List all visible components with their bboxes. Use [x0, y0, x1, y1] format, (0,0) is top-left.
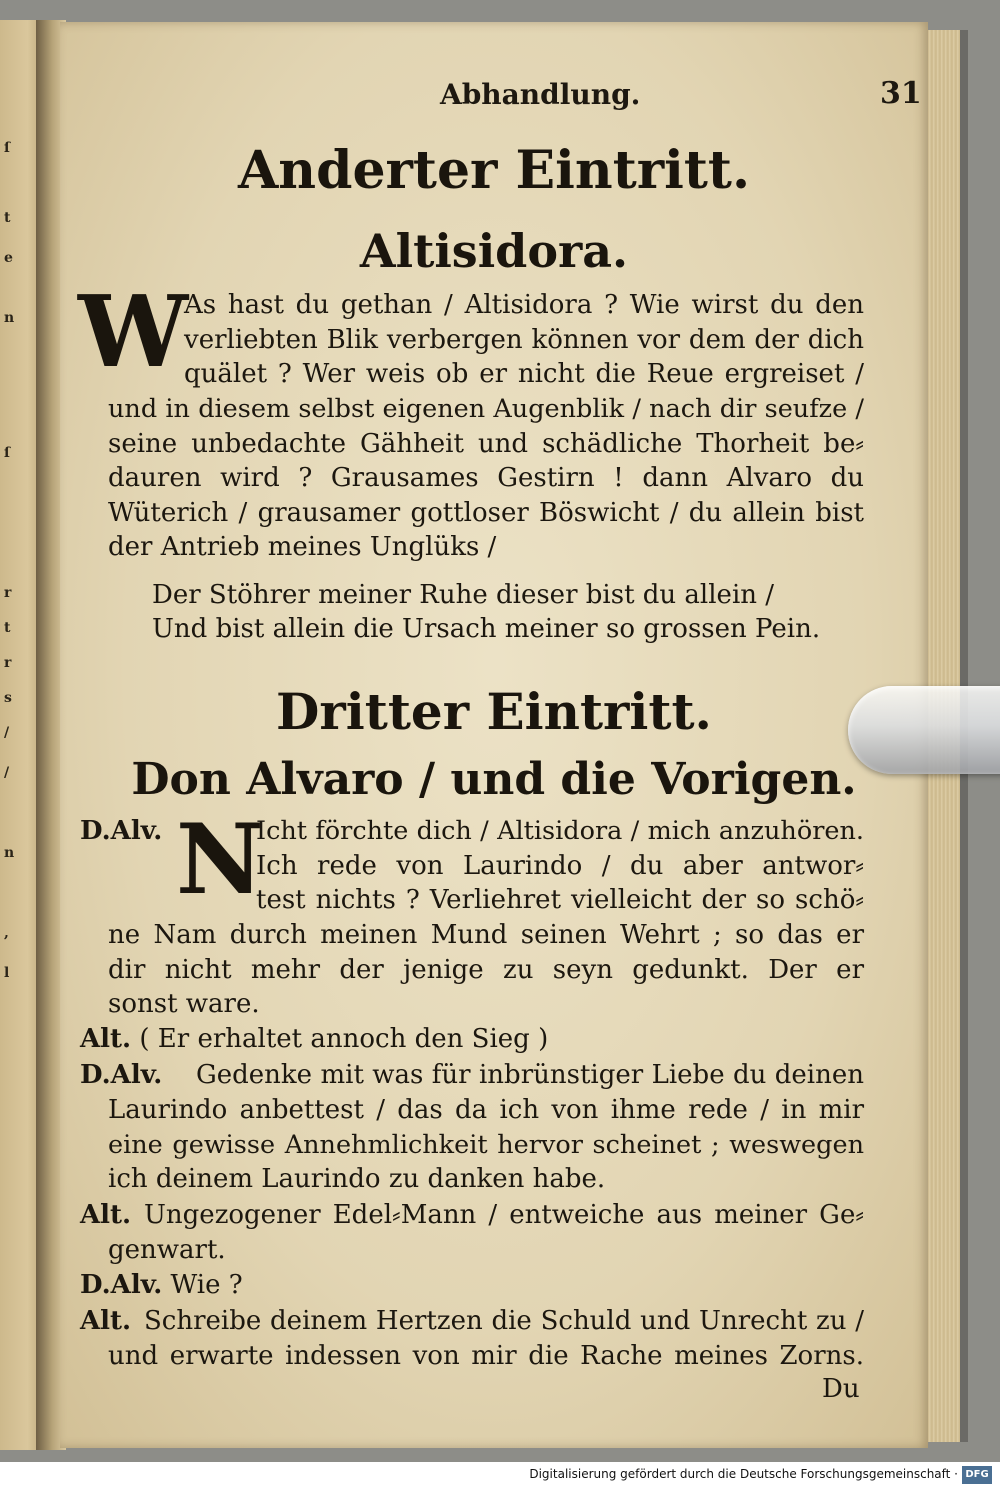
text-line: ne Nam durch meinen Mund seinen Wehrt ; so das er — [108, 920, 864, 950]
text-line: dir nicht mehr der jenige zu seyn gedunkt. Der er — [108, 954, 864, 985]
text-line: und erwarte indessen von mir die Rache meines Zorns. — [108, 1341, 864, 1371]
character-heading: Don Alvaro / und die Vorigen. — [131, 754, 857, 805]
margin-mark: ſ — [4, 445, 11, 461]
text-line: dauren wird ? Grausames Gestirn ! dann Alvaro du — [108, 463, 864, 494]
speech-continued — [108, 918, 864, 1022]
text-line: sonst ware. — [108, 989, 260, 1020]
text-line: Ich rede von Laurindo / du aber antwor⸗ — [256, 850, 864, 881]
margin-mark: ſ — [4, 140, 11, 156]
paragraph-opening — [184, 288, 864, 392]
margin-mark: n — [4, 845, 15, 861]
funding-credit: Digitalisierung gefördert durch die Deutsche Forschungsgemeinschaft · — [529, 1467, 958, 1481]
page-clip — [848, 686, 1000, 774]
margin-mark: / — [4, 725, 10, 741]
margin-mark: n — [4, 310, 15, 326]
margin-mark: t — [4, 210, 11, 226]
speech — [80, 1022, 548, 1057]
verse-line: Der Stöhrer meiner Ruhe dieser bist du allein / — [152, 580, 775, 610]
running-head: Abhandlung. — [440, 78, 641, 111]
dropcap: W — [78, 275, 189, 390]
margin-mark: e — [4, 250, 13, 266]
scene-heading: Dritter Eintritt. — [276, 682, 712, 741]
verse-block — [152, 578, 820, 646]
text-line: Ungezogener Edel⸗Mann / entweiche aus meiner Ge⸗ — [144, 1200, 864, 1230]
stage-direction: ( Er erhaltet annoch den Sieg ) — [139, 1024, 549, 1054]
text-line: Laurindo anbettest / das da ich von ihme rede / in mir — [108, 1095, 864, 1125]
margin-mark: s — [4, 690, 12, 706]
text-line: seine unbedachte Gähheit und schädliche Thorheit be⸗ — [108, 428, 864, 459]
margin-mark: r — [4, 585, 12, 601]
text-line: Wie ? — [170, 1270, 243, 1300]
margin-mark: / — [4, 765, 10, 781]
catchword: Du — [822, 1374, 860, 1404]
paragraph-continued — [108, 392, 864, 565]
right-page — [60, 22, 928, 1448]
text-line: genwart. — [108, 1235, 226, 1265]
dfg-logo: DFG — [962, 1466, 992, 1484]
text-line: verliebten Blik verbergen können vor dem der dich — [184, 324, 864, 355]
text-line: As hast du gethan / Altisidora ? Wie wirst du den — [184, 290, 864, 320]
speech-opening — [144, 1304, 864, 1339]
text-line: quälet ? Wer weis ob er nicht die Reue ergreiset / — [184, 359, 864, 390]
speech-continued — [108, 1233, 864, 1268]
speaker-label: D.Alv. — [80, 816, 163, 846]
speaker-label: Alt. — [80, 1024, 132, 1054]
text-line: ich deinem Laurindo zu danken habe. — [108, 1164, 606, 1195]
margin-mark: l — [4, 965, 10, 981]
text-line: Wüterich / grausamer gottloser Böswicht / du allein bist — [108, 497, 864, 528]
text-line: Gedenke mit was für inbrünstiger Liebe du deinen — [196, 1060, 864, 1090]
speech-opening — [196, 1058, 864, 1093]
text-line: und in diesem selbst eigenen Augenblik / nach dir seufze / — [108, 394, 864, 424]
speaker-label: Alt. — [80, 1306, 132, 1336]
page-number: 31 — [880, 76, 922, 111]
dropcap: N — [176, 803, 264, 916]
text-line: Icht förchte dich / Altisidora / mich anzuhören. — [256, 816, 864, 846]
character-heading: Altisidora. — [359, 224, 629, 278]
speech-opening — [256, 814, 864, 918]
text-line: test nichts ? Verliehret vielleicht der so schö⸗ — [256, 885, 864, 916]
text-line: der Antrieb meines Unglüks / — [108, 532, 497, 563]
speaker-label: Alt. — [80, 1200, 132, 1230]
text-line: eine gewisse Annehmlichkeit hervor scheinet ; weswegen — [108, 1129, 864, 1160]
speech-continued — [108, 1339, 864, 1374]
verse-line: Und bist allein die Ursach meiner so grossen Pein. — [152, 614, 821, 644]
speaker-label: D.Alv. — [80, 1060, 163, 1090]
scene-heading: Anderter Eintritt. — [237, 140, 751, 201]
footer-bar — [0, 1462, 1000, 1489]
margin-mark: t — [4, 620, 11, 636]
speech-opening — [144, 1198, 864, 1233]
margin-mark: r — [4, 655, 12, 671]
margin-mark: , — [4, 925, 9, 941]
speaker-label: D.Alv. — [80, 1270, 163, 1300]
text-line: Schreibe deinem Hertzen die Schuld und Unrecht zu / — [144, 1306, 864, 1336]
speech-continued — [108, 1093, 864, 1197]
speech — [80, 1268, 243, 1303]
